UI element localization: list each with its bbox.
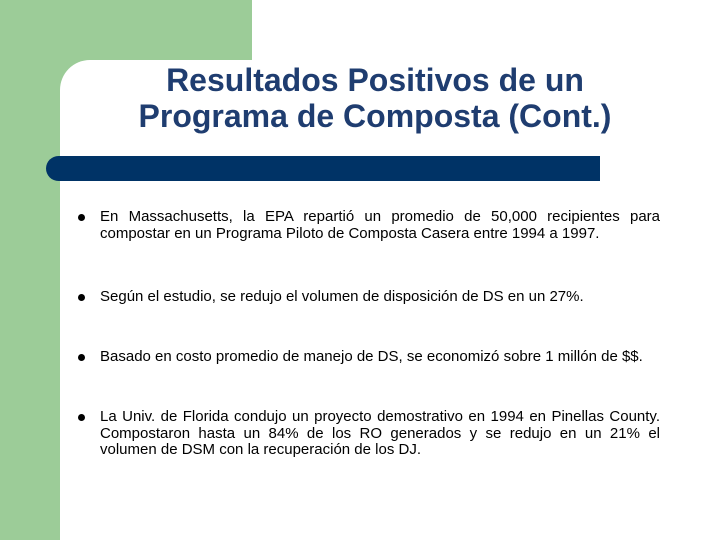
bullet-text: Según el estudio, se redujo el volumen de disposición de DS en un 27%. <box>100 288 584 305</box>
bullet-text: Basado en costo promedio de manejo de DS, se economizó sobre 1 millón de $$. <box>100 348 643 365</box>
slide-title: Resultados Positivos de un Programa de Composta (Cont.) <box>138 62 612 134</box>
bullet-text: La Univ. de Florida condujo un proyecto demostrativo en 1994 en Pinellas County. Compostaron hasta un 84% de los RO generados y se redujo en un 21% el volumen de DSM con la recuperación de los DJ. <box>100 408 660 458</box>
decorative-green-sidebar <box>0 0 60 540</box>
title-underline-bar <box>46 156 600 181</box>
bullet-icon <box>78 214 85 221</box>
bullet-icon <box>78 294 85 301</box>
bullet-icon <box>78 414 85 421</box>
bullet-text: En Massachusetts, la EPA repartió un promedio de 50,000 recipientes para compostar en un Programa Piloto de Composta Casera entre 1994 a 1997. <box>100 208 660 242</box>
bullet-icon <box>78 354 85 361</box>
